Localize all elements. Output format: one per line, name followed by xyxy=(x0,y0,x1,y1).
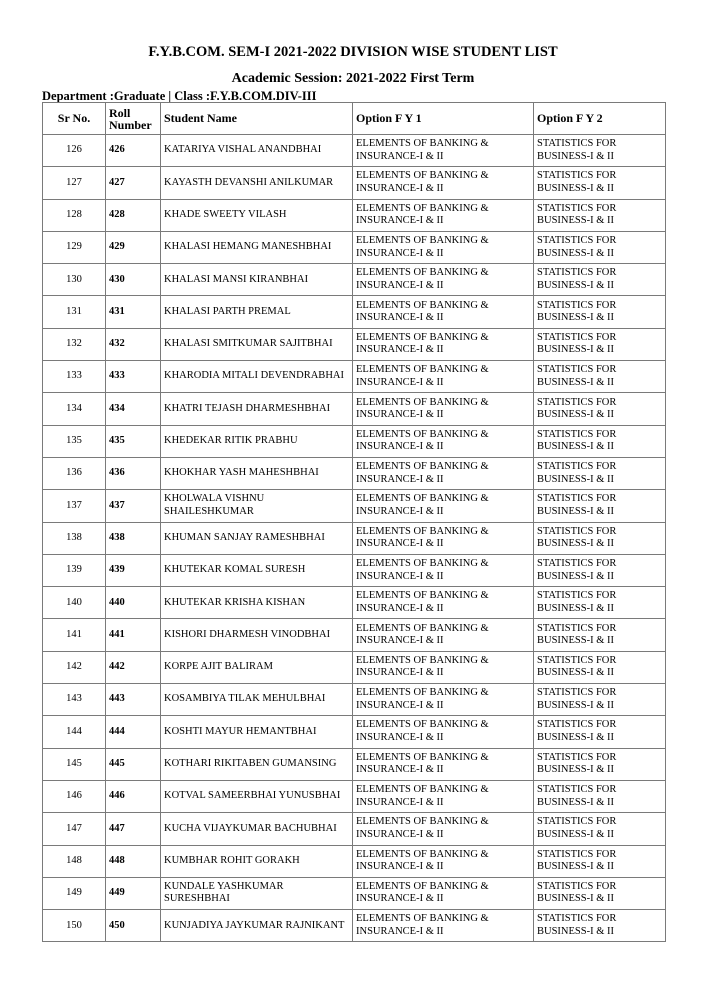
option-fy2-cell: STATISTICS FOR BUSINESS-I & II xyxy=(534,393,666,425)
sr-no-cell: 144 xyxy=(43,716,106,748)
roll-number-cell: 442 xyxy=(106,651,161,683)
sr-no-cell: 140 xyxy=(43,587,106,619)
sr-no-cell: 129 xyxy=(43,231,106,263)
option-fy2-cell: STATISTICS FOR BUSINESS-I & II xyxy=(534,264,666,296)
table-row xyxy=(43,135,666,167)
roll-number-cell: 449 xyxy=(106,877,161,909)
student-name-cell: KHATRI TEJASH DHARMESHBHAI xyxy=(161,393,353,425)
sr-no-cell: 127 xyxy=(43,167,106,199)
roll-number-cell: 450 xyxy=(106,910,161,942)
option-fy2-cell: STATISTICS FOR BUSINESS-I & II xyxy=(534,651,666,683)
column-header-student-name: Student Name xyxy=(161,103,353,135)
sr-no-cell: 128 xyxy=(43,199,106,231)
option-fy1-cell: ELEMENTS OF BANKING & INSURANCE-I & II xyxy=(353,490,534,522)
roll-number-cell: 434 xyxy=(106,393,161,425)
sr-no-cell: 131 xyxy=(43,296,106,328)
academic-session: Academic Session: 2021-2022 First Term xyxy=(231,71,475,86)
option-fy2-cell: STATISTICS FOR BUSINESS-I & II xyxy=(534,587,666,619)
table-row xyxy=(43,231,666,263)
roll-number-cell: 441 xyxy=(106,619,161,651)
sr-no-cell: 130 xyxy=(43,264,106,296)
student-name-cell: KHALASI HEMANG MANESHBHAI xyxy=(161,231,353,263)
option-fy1-cell: ELEMENTS OF BANKING & INSURANCE-I & II xyxy=(353,361,534,393)
table-row xyxy=(43,780,666,812)
table-row xyxy=(43,748,666,780)
option-fy1-cell: ELEMENTS OF BANKING & INSURANCE-I & II xyxy=(353,393,534,425)
option-fy2-cell: STATISTICS FOR BUSINESS-I & II xyxy=(534,716,666,748)
roll-number-cell: 440 xyxy=(106,587,161,619)
sr-no-cell: 147 xyxy=(43,813,106,845)
roll-number-cell: 436 xyxy=(106,457,161,489)
roll-number-cell: 439 xyxy=(106,554,161,586)
roll-number-cell: 429 xyxy=(106,231,161,263)
sr-no-cell: 149 xyxy=(43,877,106,909)
column-header-option-fy2: Option F Y 2 xyxy=(534,103,666,135)
roll-number-cell: 428 xyxy=(106,199,161,231)
option-fy2-cell: STATISTICS FOR BUSINESS-I & II xyxy=(534,457,666,489)
column-header-option-fy1: Option F Y 1 xyxy=(353,103,534,135)
option-fy1-cell: ELEMENTS OF BANKING & INSURANCE-I & II xyxy=(353,328,534,360)
roll-number-cell: 446 xyxy=(106,780,161,812)
sr-no-cell: 136 xyxy=(43,457,106,489)
sr-no-cell: 134 xyxy=(43,393,106,425)
sr-no-cell: 137 xyxy=(43,490,106,522)
option-fy2-cell: STATISTICS FOR BUSINESS-I & II xyxy=(534,490,666,522)
table-row xyxy=(43,619,666,651)
option-fy2-cell: STATISTICS FOR BUSINESS-I & II xyxy=(534,619,666,651)
table-row xyxy=(43,490,666,522)
option-fy1-cell: ELEMENTS OF BANKING & INSURANCE-I & II xyxy=(353,748,534,780)
option-fy2-cell: STATISTICS FOR BUSINESS-I & II xyxy=(534,780,666,812)
option-fy1-cell: ELEMENTS OF BANKING & INSURANCE-I & II xyxy=(353,651,534,683)
option-fy2-cell: STATISTICS FOR BUSINESS-I & II xyxy=(534,425,666,457)
option-fy2-cell: STATISTICS FOR BUSINESS-I & II xyxy=(534,522,666,554)
sr-no-cell: 148 xyxy=(43,845,106,877)
sr-no-cell: 143 xyxy=(43,684,106,716)
student-name-cell: KUCHA VIJAYKUMAR BACHUBHAI xyxy=(161,813,353,845)
table-header-row xyxy=(43,103,666,135)
sr-no-cell: 138 xyxy=(43,522,106,554)
sr-no-cell: 142 xyxy=(43,651,106,683)
option-fy2-cell: STATISTICS FOR BUSINESS-I & II xyxy=(534,877,666,909)
column-header-sr-no: Sr No. xyxy=(43,103,106,135)
option-fy2-cell: STATISTICS FOR BUSINESS-I & II xyxy=(534,910,666,942)
option-fy1-cell: ELEMENTS OF BANKING & INSURANCE-I & II xyxy=(353,425,534,457)
table-row xyxy=(43,522,666,554)
option-fy2-cell: STATISTICS FOR BUSINESS-I & II xyxy=(534,328,666,360)
option-fy2-cell: STATISTICS FOR BUSINESS-I & II xyxy=(534,361,666,393)
option-fy2-cell: STATISTICS FOR BUSINESS-I & II xyxy=(534,296,666,328)
sr-no-cell: 139 xyxy=(43,554,106,586)
roll-number-cell: 435 xyxy=(106,425,161,457)
student-name-cell: KOSHTI MAYUR HEMANTBHAI xyxy=(161,716,353,748)
option-fy2-cell: STATISTICS FOR BUSINESS-I & II xyxy=(534,845,666,877)
page-title: F.Y.B.COM. SEM-I 2021-2022 DIVISION WISE STUDENT LIST xyxy=(148,44,558,60)
sr-no-cell: 126 xyxy=(43,135,106,167)
student-name-cell: KOSAMBIYA TILAK MEHULBHAI xyxy=(161,684,353,716)
student-name-cell: KHOLWALA VISHNU SHAILESHKUMAR xyxy=(161,490,353,522)
option-fy1-cell: ELEMENTS OF BANKING & INSURANCE-I & II xyxy=(353,877,534,909)
option-fy1-cell: ELEMENTS OF BANKING & INSURANCE-I & II xyxy=(353,619,534,651)
student-name-cell: KISHORI DHARMESH VINODBHAI xyxy=(161,619,353,651)
table-row xyxy=(43,393,666,425)
table-row xyxy=(43,651,666,683)
student-name-cell: KUMBHAR ROHIT GORAKH xyxy=(161,845,353,877)
option-fy1-cell: ELEMENTS OF BANKING & INSURANCE-I & II xyxy=(353,587,534,619)
table-row xyxy=(43,296,666,328)
option-fy2-cell: STATISTICS FOR BUSINESS-I & II xyxy=(534,135,666,167)
option-fy1-cell: ELEMENTS OF BANKING & INSURANCE-I & II xyxy=(353,554,534,586)
table-row xyxy=(43,845,666,877)
sr-no-cell: 132 xyxy=(43,328,106,360)
student-name-cell: KHALASI MANSI KIRANBHAI xyxy=(161,264,353,296)
student-name-cell: KUNJADIYA JAYKUMAR RAJNIKANT xyxy=(161,910,353,942)
sr-no-cell: 133 xyxy=(43,361,106,393)
roll-number-cell: 437 xyxy=(106,490,161,522)
option-fy2-cell: STATISTICS FOR BUSINESS-I & II xyxy=(534,813,666,845)
student-name-cell: KORPE AJIT BALIRAM xyxy=(161,651,353,683)
sr-no-cell: 146 xyxy=(43,780,106,812)
option-fy1-cell: ELEMENTS OF BANKING & INSURANCE-I & II xyxy=(353,522,534,554)
sr-no-cell: 135 xyxy=(43,425,106,457)
sr-no-cell: 141 xyxy=(43,619,106,651)
option-fy1-cell: ELEMENTS OF BANKING & INSURANCE-I & II xyxy=(353,135,534,167)
table-row xyxy=(43,684,666,716)
student-name-cell: KHUTEKAR KRISHA KISHAN xyxy=(161,587,353,619)
table-row xyxy=(43,264,666,296)
roll-number-cell: 432 xyxy=(106,328,161,360)
roll-number-cell: 444 xyxy=(106,716,161,748)
option-fy2-cell: STATISTICS FOR BUSINESS-I & II xyxy=(534,748,666,780)
option-fy1-cell: ELEMENTS OF BANKING & INSURANCE-I & II xyxy=(353,231,534,263)
option-fy2-cell: STATISTICS FOR BUSINESS-I & II xyxy=(534,684,666,716)
student-name-cell: KHARODIA MITALI DEVENDRABHAI xyxy=(161,361,353,393)
student-name-cell: KHUMAN SANJAY RAMESHBHAI xyxy=(161,522,353,554)
roll-number-cell: 427 xyxy=(106,167,161,199)
student-name-cell: KHALASI PARTH PREMAL xyxy=(161,296,353,328)
table-row xyxy=(43,554,666,586)
student-name-cell: KUNDALE YASHKUMAR SURESHBHAI xyxy=(161,877,353,909)
option-fy2-cell: STATISTICS FOR BUSINESS-I & II xyxy=(534,167,666,199)
student-name-cell: KHOKHAR YASH MAHESHBHAI xyxy=(161,457,353,489)
table-row xyxy=(43,425,666,457)
roll-number-cell: 448 xyxy=(106,845,161,877)
table-row xyxy=(43,328,666,360)
roll-number-cell: 447 xyxy=(106,813,161,845)
roll-number-cell: 438 xyxy=(106,522,161,554)
option-fy1-cell: ELEMENTS OF BANKING & INSURANCE-I & II xyxy=(353,684,534,716)
student-name-cell: KOTHARI RIKITABEN GUMANSING xyxy=(161,748,353,780)
table-row xyxy=(43,167,666,199)
roll-number-cell: 433 xyxy=(106,361,161,393)
option-fy1-cell: ELEMENTS OF BANKING & INSURANCE-I & II xyxy=(353,199,534,231)
sr-no-cell: 145 xyxy=(43,748,106,780)
option-fy1-cell: ELEMENTS OF BANKING & INSURANCE-I & II xyxy=(353,780,534,812)
option-fy1-cell: ELEMENTS OF BANKING & INSURANCE-I & II xyxy=(353,813,534,845)
student-name-cell: KOTVAL SAMEERBHAI YUNUSBHAI xyxy=(161,780,353,812)
table-row xyxy=(43,716,666,748)
option-fy1-cell: ELEMENTS OF BANKING & INSURANCE-I & II xyxy=(353,264,534,296)
option-fy1-cell: ELEMENTS OF BANKING & INSURANCE-I & II xyxy=(353,296,534,328)
student-name-cell: KAYASTH DEVANSHI ANILKUMAR xyxy=(161,167,353,199)
table-row xyxy=(43,910,666,942)
table-row xyxy=(43,199,666,231)
option-fy1-cell: ELEMENTS OF BANKING & INSURANCE-I & II xyxy=(353,845,534,877)
roll-number-cell: 443 xyxy=(106,684,161,716)
option-fy2-cell: STATISTICS FOR BUSINESS-I & II xyxy=(534,199,666,231)
roll-number-cell: 430 xyxy=(106,264,161,296)
table-row xyxy=(43,813,666,845)
student-name-cell: KHUTEKAR KOMAL SURESH xyxy=(161,554,353,586)
table-row xyxy=(43,877,666,909)
table-row xyxy=(43,587,666,619)
student-name-cell: KHEDEKAR RITIK PRABHU xyxy=(161,425,353,457)
roll-number-cell: 426 xyxy=(106,135,161,167)
student-list-table xyxy=(42,102,666,942)
option-fy1-cell: ELEMENTS OF BANKING & INSURANCE-I & II xyxy=(353,716,534,748)
student-name-cell: KHALASI SMITKUMAR SAJITBHAI xyxy=(161,328,353,360)
sr-no-cell: 150 xyxy=(43,910,106,942)
student-name-cell: KATARIYA VISHAL ANANDBHAI xyxy=(161,135,353,167)
option-fy2-cell: STATISTICS FOR BUSINESS-I & II xyxy=(534,554,666,586)
column-header-roll-number: Roll Number xyxy=(106,103,161,135)
roll-number-cell: 431 xyxy=(106,296,161,328)
department-class-line: Department :Graduate | Class :F.Y.B.COM.DIV-III xyxy=(42,89,317,103)
table-row xyxy=(43,457,666,489)
option-fy1-cell: ELEMENTS OF BANKING & INSURANCE-I & II xyxy=(353,910,534,942)
option-fy1-cell: ELEMENTS OF BANKING & INSURANCE-I & II xyxy=(353,457,534,489)
table-row xyxy=(43,361,666,393)
roll-number-cell: 445 xyxy=(106,748,161,780)
student-name-cell: KHADE SWEETY VILASH xyxy=(161,199,353,231)
option-fy2-cell: STATISTICS FOR BUSINESS-I & II xyxy=(534,231,666,263)
option-fy1-cell: ELEMENTS OF BANKING & INSURANCE-I & II xyxy=(353,167,534,199)
